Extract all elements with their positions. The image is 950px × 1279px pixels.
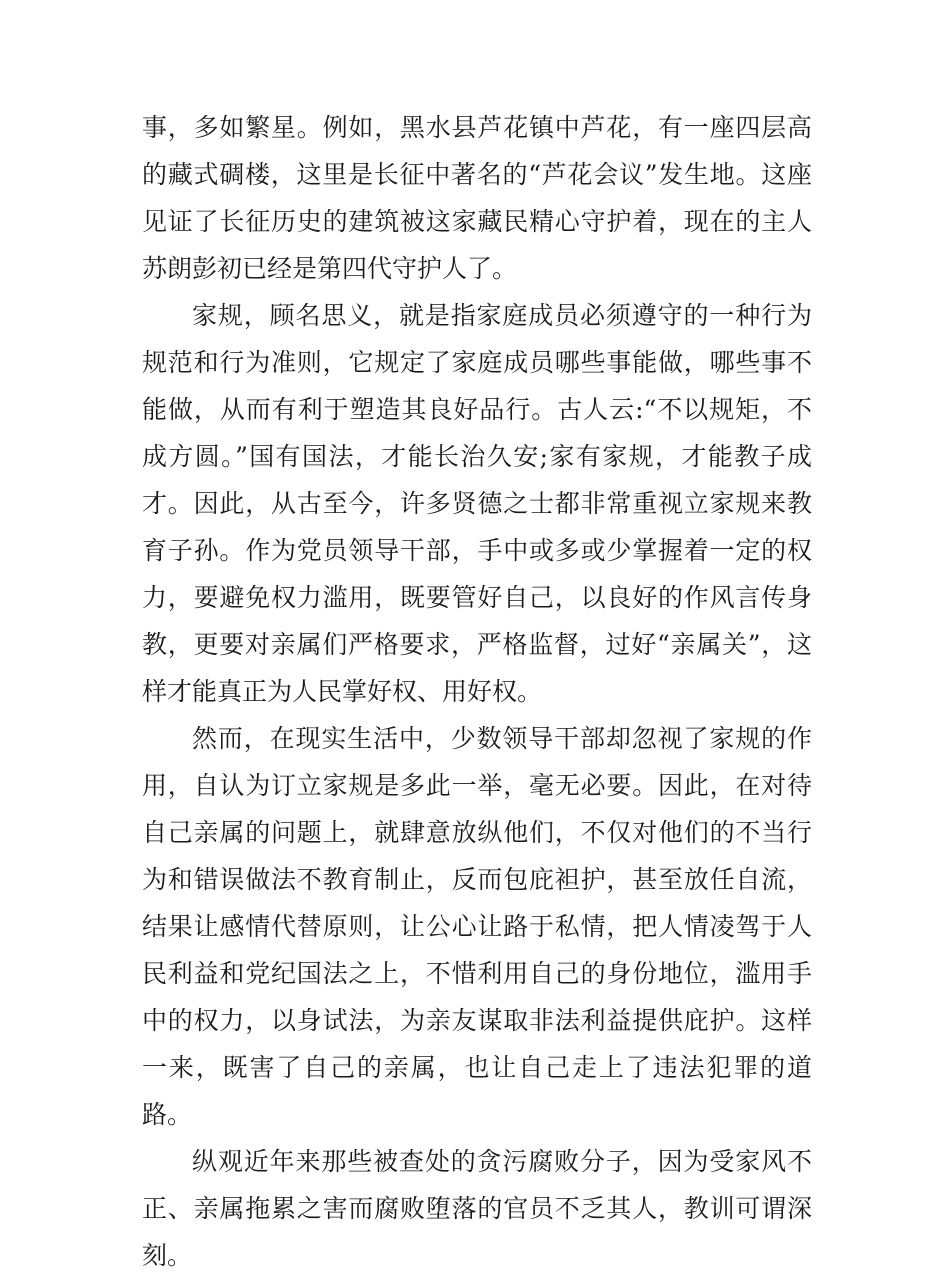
paragraph-reality: 然而，在现实生活中，少数领导干部却忽视了家规的作用，自认为订立家规是多此一举，毫无必要。因此，在对待自己亲属的问题上，就肆意放纵他们，不仅对他们的不当行为和错误做法不教育制止，反而包庇袒护，甚至放任自流，结果让感情代替原则，让公心让路于私情，把人情凌驾于人民利益和党纪国法之上，不惜利用自己的身份地位，滥用手中的权力，以身试法，为亲友谋取非法利益提供庇护。这样一来，既害了自己的亲属，也让自己走上了违法犯罪的道路。 <box>142 724 812 1129</box>
paragraph-lesson: 纵观近年来那些被查处的贪污腐败分子，因为受家风不正、亲属拖累之害而腐败堕落的官员不乏其人，教训可谓深刻。 <box>142 1147 812 1270</box>
document-body <box>142 104 812 1279</box>
paragraph-family-rules: 家规，顾名思义，就是指家庭成员必须遵守的一种行为规范和行为准则，它规定了家庭成员哪些事能做，哪些事不能做，从而有利于塑造其良好品行。古人云:“不以规矩，不成方圆。”国有国法，才能长治久安;家有家规，才能教子成才。因此，从古至今，许多贤德之士都非常重视立家规来教育子孙。作为党员领导干部，手中或多或少掌握着一定的权力，要避免权力滥用，既要管好自己，以良好的作风言传身教，更要对亲属们严格要求，严格监督，过好“亲属关”，这样才能真正为人民掌好权、用好权。 <box>142 301 812 706</box>
paragraph-continuation: 事，多如繁星。例如，黑水县芦花镇中芦花，有一座四层高的藏式碉楼，这里是长征中著名的“芦花会议”发生地。这座见证了长征历史的建筑被这家藏民精心守护着，现在的主人苏朗彭初已经是第四代守护人了。 <box>142 113 812 283</box>
